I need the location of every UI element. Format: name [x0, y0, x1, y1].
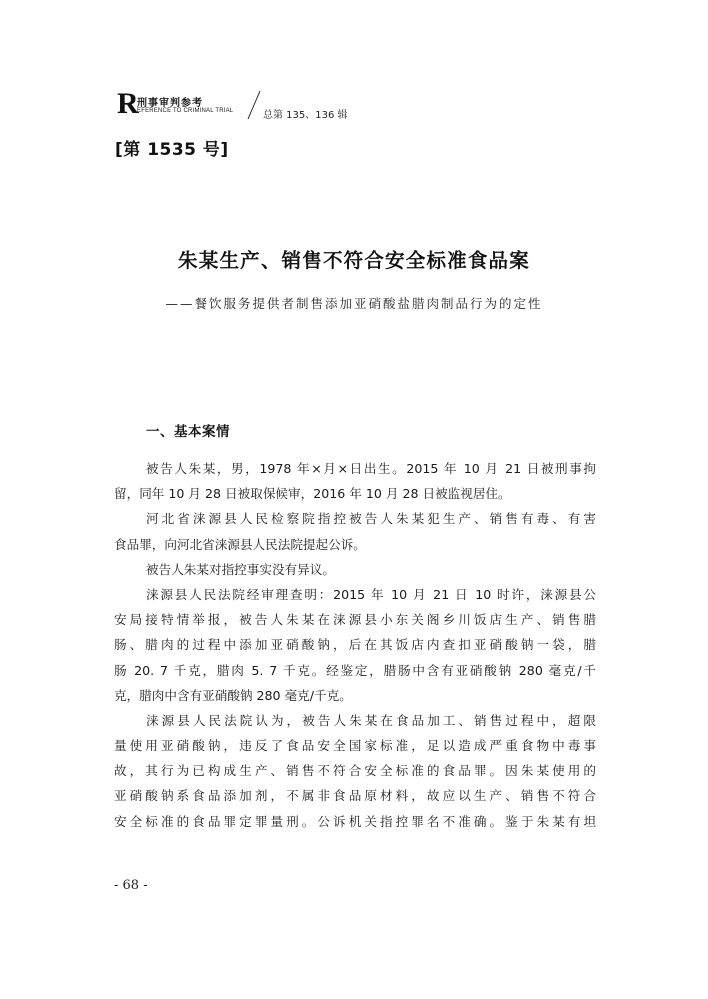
paragraph-line: 肠 20. 7 千克，腊肉 5. 7 千克。经鉴定，腊肠中含有亚硝酸钠 280 毫克/千 [114, 662, 596, 678]
paragraph-line: 涞源县人民法院经审理查明：2015 年 10 月 21 日 10 时许，涞源县公 [146, 586, 596, 602]
paragraph-line: 亚硝酸钠系食品添加剂，不属非食品原材料，故应以生产、销售不符合 [114, 788, 596, 804]
page-number: - 68 - [114, 878, 148, 893]
paragraph-line: 被告人朱某，男，1978 年×月×日出生。2015 年 10 月 21 日被刑事拘 [146, 461, 596, 476]
section-heading-basic-facts: 一、基本案情 [146, 424, 230, 440]
body-text [114, 456, 596, 834]
volume-label: 总第 135、136 辑 [263, 110, 348, 121]
paragraph-line: 故，其行为已构成生产、销售不符合安全标准的食品罪。因朱某使用的 [114, 763, 596, 779]
paragraph-line: 涞源县人民法院认为，被告人朱某在食品加工、销售过程中，超限 [146, 712, 596, 728]
header-divider-slash [247, 89, 261, 121]
paragraph-line: 克，腊肉中含有亚硝酸钠 280 毫克/千克。 [114, 687, 352, 703]
paragraph-line: 留，同年 10 月 28 日被取保候审，2016 年 10 月 28 日被监视居住。 [114, 486, 511, 502]
paragraph-line: 量使用亚硝酸钠，违反了食品安全国家标准，足以造成严重食物中毒事 [114, 738, 596, 754]
paragraph-line: 安局接特情举报，被告人朱某在涞源县小东关阁乡川饭店生产、销售腊 [114, 612, 596, 628]
case-number: [第 1535 号] [115, 140, 229, 160]
paragraph-line: 肠、腊肉的过程中添加亚硝酸钠，后在其饭店内查扣亚硝酸钠一袋，腊 [114, 637, 596, 653]
paragraph-line: 安全标准的食品罪定罪量刑。公诉机关指控罪名不准确。鉴于朱某有坦 [114, 813, 596, 829]
journal-name-english: EFERENCE TO CRIMINAL TRIAL [137, 108, 234, 114]
journal-logo-letter: R [117, 87, 139, 120]
journal-name: 刑事审判参考 [137, 98, 203, 109]
case-subtitle: ——餐饮服务提供者制售添加亚硝酸盐腊肉制品行为的定性 [165, 296, 543, 311]
paragraph-line: 被告人朱某对指控事实没有异议。 [146, 561, 335, 577]
journal-header [117, 89, 477, 125]
paragraph-line: 河北省涞源县人民检察院指控被告人朱某犯生产、销售有毒、有害 [146, 511, 596, 527]
paragraph-line: 食品罪，向河北省涞源县人民法院提起公诉。 [114, 536, 366, 552]
case-title: 朱某生产、销售不符合安全标准食品案 [178, 249, 530, 272]
